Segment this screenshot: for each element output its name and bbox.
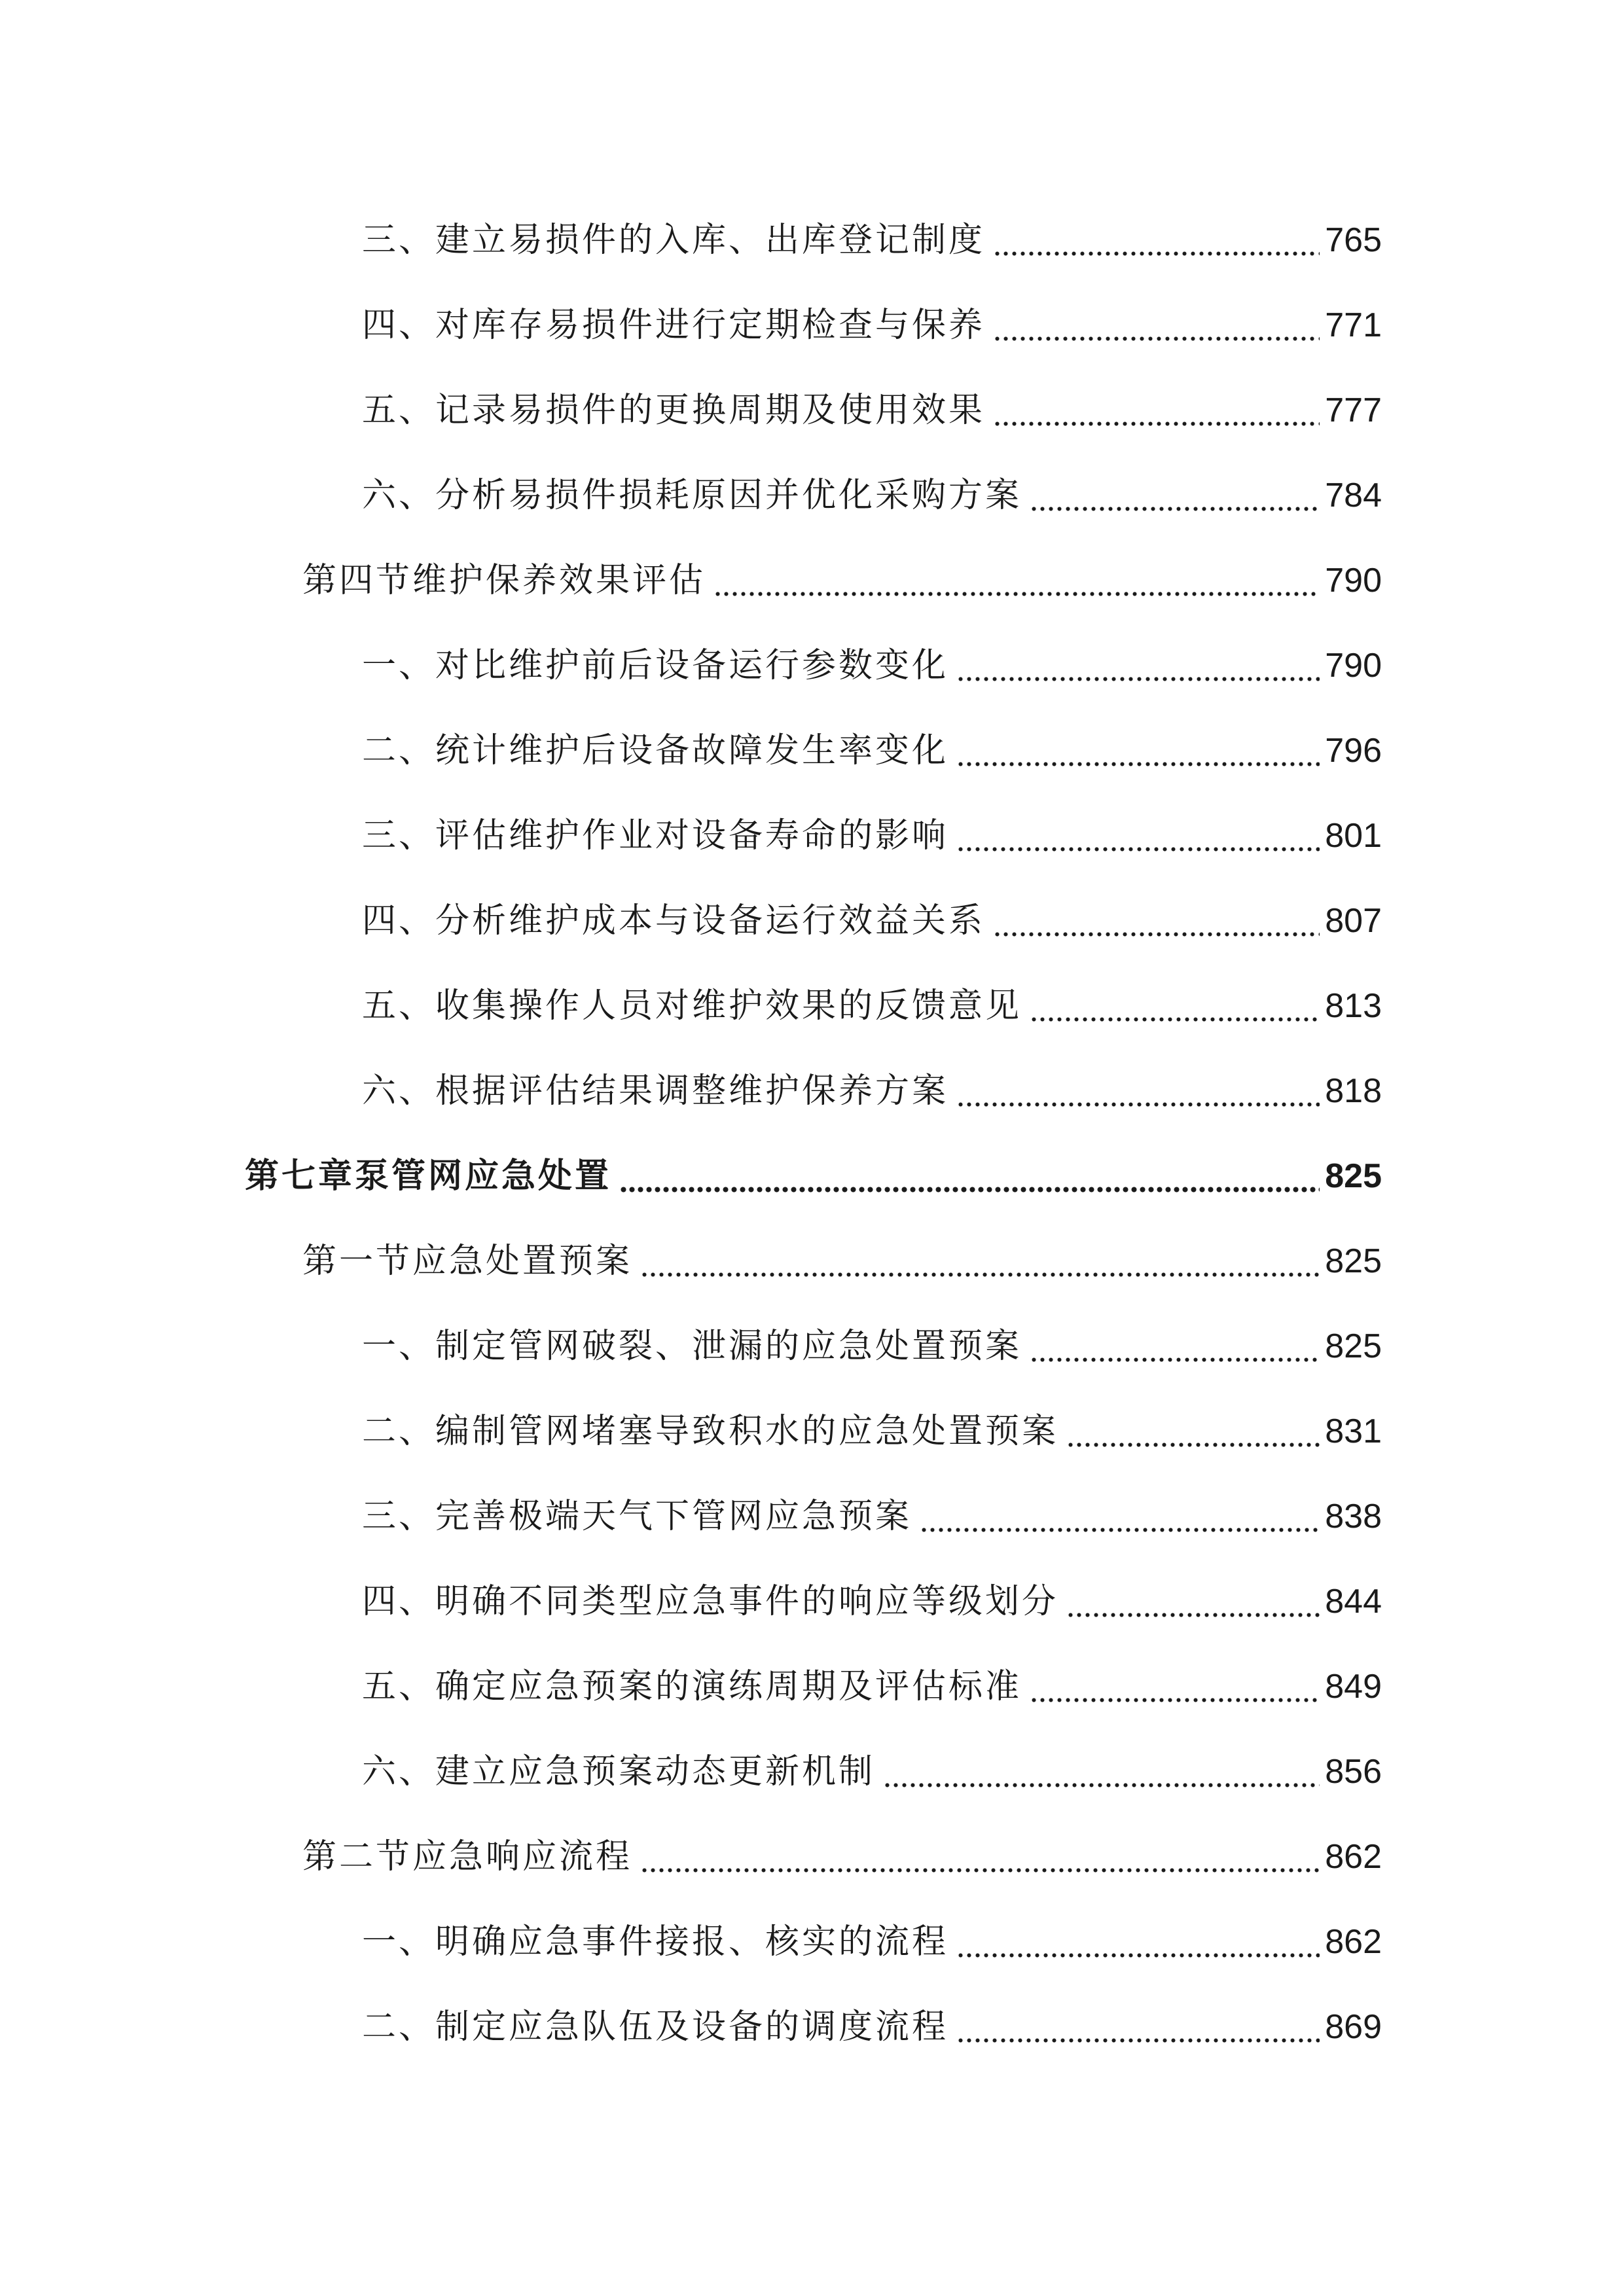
dot-leader (993, 393, 1320, 427)
toc-entry-title: 二、统计维护后设备故障发生率变化 (362, 731, 949, 770)
dot-leader (1030, 989, 1320, 1023)
toc-entry[interactable] (362, 466, 1382, 525)
toc-entry-page: 844 (1325, 1583, 1382, 1621)
toc-entry-title: 二、制定应急队伍及设备的调度流程 (362, 2007, 949, 2047)
toc-entry-title: 五、收集操作人员对维护效果的反馈意见 (362, 986, 1022, 1026)
toc-chapter-entry[interactable] (245, 1147, 1382, 1206)
toc-entry[interactable] (362, 1317, 1382, 1376)
toc-entry-page: 825 (1325, 1157, 1382, 1195)
toc-entry[interactable] (362, 1572, 1382, 1631)
toc-entry-title: 一、对比维护前后设备运行参数变化 (362, 646, 949, 685)
dot-leader (920, 1499, 1320, 1534)
dot-leader (1030, 1329, 1320, 1363)
dot-leader (1066, 1414, 1320, 1448)
toc-section-entry[interactable] (302, 1232, 1382, 1291)
dot-leader (713, 564, 1320, 598)
toc-entry-title: 第七章泵管网应急处置 (245, 1157, 612, 1196)
toc-entry[interactable] (362, 1998, 1382, 2056)
dot-leader (993, 904, 1320, 938)
toc-entry[interactable] (362, 977, 1382, 1035)
dot-leader (956, 1074, 1320, 1108)
toc-entry-page: 825 (1325, 1242, 1382, 1280)
dot-leader (956, 1925, 1320, 1959)
toc-entry[interactable] (362, 296, 1382, 355)
dot-leader (956, 819, 1320, 853)
dot-leader (993, 308, 1320, 342)
toc-entry[interactable] (362, 1402, 1382, 1461)
toc-entry-title: 五、确定应急预案的演练周期及评估标准 (362, 1667, 1022, 1706)
toc-entry-page: 831 (1325, 1412, 1382, 1450)
toc-entry-title: 第一节应急处置预案 (302, 1242, 633, 1281)
toc-entry[interactable] (362, 1062, 1382, 1121)
toc-entry-title: 第二节应急响应流程 (302, 1837, 633, 1876)
toc-entry[interactable] (362, 636, 1382, 695)
toc-entry-title: 第四节维护保养效果评估 (302, 561, 706, 600)
dot-leader (883, 1755, 1320, 1789)
toc-entry-title: 一、制定管网破裂、泄漏的应急处置预案 (362, 1327, 1022, 1366)
toc-entry-title: 二、编制管网堵塞导致积水的应急处置预案 (362, 1412, 1059, 1451)
toc-entry-title: 五、记录易损件的更换周期及使用效果 (362, 391, 986, 430)
toc-entry[interactable] (362, 381, 1382, 440)
toc-entry-page: 838 (1325, 1498, 1382, 1535)
dot-leader (1030, 478, 1320, 512)
toc-entry-title: 三、建立易损件的入库、出库登记制度 (362, 221, 986, 260)
toc-entry-page: 765 (1325, 221, 1382, 259)
toc-entry-page: 801 (1325, 817, 1382, 855)
toc-entry[interactable] (362, 1912, 1382, 1971)
toc-entry-title: 三、完善极端天气下管网应急预案 (362, 1497, 912, 1536)
toc-entry[interactable] (362, 1657, 1382, 1716)
dot-leader (956, 649, 1320, 683)
toc-entry[interactable] (362, 1742, 1382, 1801)
toc-entry-title: 四、分析维护成本与设备运行效益关系 (362, 901, 986, 941)
toc-entry-page: 807 (1325, 902, 1382, 940)
toc-entry[interactable] (362, 211, 1382, 270)
toc-entry[interactable] (362, 891, 1382, 950)
toc-entry-title: 四、明确不同类型应急事件的响应等级划分 (362, 1582, 1059, 1621)
toc-entry[interactable] (362, 806, 1382, 865)
toc-entry-page: 813 (1325, 987, 1382, 1025)
toc-entry-page: 849 (1325, 1668, 1382, 1706)
toc-entry-page: 777 (1325, 391, 1382, 429)
toc-entry[interactable] (362, 721, 1382, 780)
dot-leader (956, 2010, 1320, 2044)
dot-leader (1066, 1585, 1320, 1619)
toc-entry-title: 四、对库存易损件进行定期检查与保养 (362, 306, 986, 345)
toc-entry-title: 六、根据评估结果调整维护保养方案 (362, 1071, 949, 1111)
dot-leader (993, 223, 1320, 257)
dot-leader (640, 1244, 1320, 1278)
toc-entry-page: 790 (1325, 647, 1382, 685)
toc-entry-title: 六、建立应急预案动态更新机制 (362, 1752, 876, 1791)
toc-entry-page: 784 (1325, 476, 1382, 514)
dot-leader (640, 1840, 1320, 1874)
toc-entry-page: 856 (1325, 1753, 1382, 1791)
dot-leader (956, 734, 1320, 768)
toc-entry-page: 790 (1325, 562, 1382, 600)
toc-entry-page: 818 (1325, 1072, 1382, 1110)
toc-entry-page: 771 (1325, 306, 1382, 344)
toc-entry-page: 862 (1325, 1923, 1382, 1961)
dot-leader (619, 1159, 1320, 1193)
toc-entry-title: 三、评估维护作业对设备寿命的影响 (362, 816, 949, 855)
toc-section-entry[interactable] (302, 551, 1382, 610)
toc-entry[interactable] (362, 1487, 1382, 1546)
toc-entry-page: 862 (1325, 1838, 1382, 1876)
dot-leader (1030, 1670, 1320, 1704)
toc-entry-page: 825 (1325, 1327, 1382, 1365)
toc-section-entry[interactable] (302, 1827, 1382, 1886)
toc-entry-title: 六、分析易损件损耗原因并优化采购方案 (362, 476, 1022, 515)
toc-entry-title: 一、明确应急事件接报、核实的流程 (362, 1922, 949, 1962)
toc-entry-page: 796 (1325, 732, 1382, 770)
toc-entry-page: 869 (1325, 2008, 1382, 2046)
